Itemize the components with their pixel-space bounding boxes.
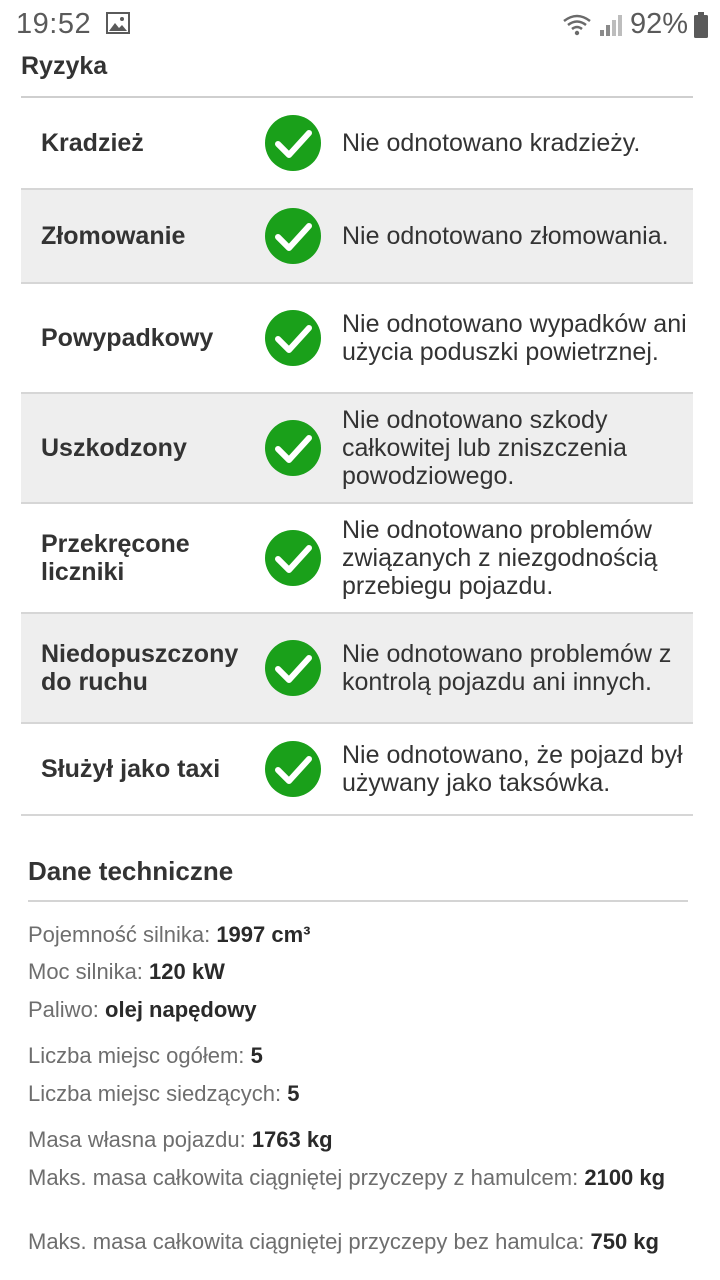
risk-label: Powypadkowy: [41, 324, 214, 352]
tech-label: Liczba miejsc ogółem:: [28, 1043, 245, 1068]
tech-item-seats-total: [28, 1042, 693, 1069]
risk-label: Uszkodzony: [41, 434, 187, 462]
risk-description: Nie odnotowano, że pojazd był używany jako taksówka.: [342, 741, 683, 797]
tech-value: 2100 kg: [584, 1165, 666, 1190]
tech-value: 120 kW: [149, 959, 225, 984]
tech-value: 5: [287, 1081, 300, 1106]
tech-value: 1763 kg: [251, 1127, 333, 1152]
risk-row-scrapping: [21, 190, 693, 284]
risk-label: Służył jako taxi: [41, 755, 221, 783]
risk-row-accident: [21, 284, 693, 394]
tech-title: Dane techniczne: [28, 856, 234, 886]
risk-description: Nie odnotowano szkody całkowitej lub zniszczenia powodziowego.: [342, 406, 627, 490]
risk-label: Przekręcone liczniki: [41, 530, 190, 586]
risk-description: Nie odnotowano problemów związanych z niezgodnością przebiegu pojazdu.: [342, 516, 658, 600]
check-icon: [264, 114, 342, 172]
risks-table: [21, 96, 693, 816]
tech-label: Maks. masa całkowita ciągniętej przyczepy bez hamulca:: [28, 1229, 585, 1254]
risk-label: Kradzież: [41, 129, 144, 157]
tech-label: Moc silnika:: [28, 959, 143, 984]
gallery-icon: [106, 12, 130, 34]
battery-icon: [694, 12, 708, 38]
risk-row-odometer: [21, 504, 693, 614]
risk-row-damaged: [21, 394, 693, 504]
check-icon: [264, 207, 342, 265]
risk-description: Nie odnotowano problemów z kontrolą pojazdu ani innych.: [342, 640, 672, 696]
tech-item-curb-weight: [28, 1126, 693, 1153]
check-icon: [264, 639, 342, 697]
divider: [28, 900, 688, 902]
risk-row-taxi: [21, 724, 693, 816]
status-bar: [0, 0, 720, 48]
check-icon: [264, 740, 342, 798]
check-icon: [264, 529, 342, 587]
risk-label: Złomowanie: [41, 222, 186, 250]
tech-item-trailer-braked: [28, 1164, 693, 1191]
risk-label: Niedopuszczony do ruchu: [41, 640, 239, 696]
tech-value: olej napędowy: [105, 997, 257, 1022]
tech-item-fuel: [28, 996, 693, 1023]
tech-label: Pojemność silnika:: [28, 922, 211, 947]
tech-label: Maks. masa całkowita ciągniętej przyczepy z hamulcem:: [28, 1165, 579, 1190]
tech-value: 1997 cm³: [216, 922, 311, 947]
wifi-icon: [562, 13, 592, 37]
check-icon: [264, 309, 342, 367]
tech-label: Masa własna pojazdu:: [28, 1127, 246, 1152]
risks-title: Ryzyka: [21, 52, 108, 80]
risk-description: Nie odnotowano wypadków ani użycia poduszki powietrznej.: [342, 310, 687, 366]
tech-item-engine-capacity: [28, 921, 693, 948]
tech-item-seats-sitting: [28, 1080, 693, 1107]
tech-value: 5: [250, 1043, 263, 1068]
risk-row-theft: [21, 98, 693, 190]
tech-item-trailer-unbraked: [28, 1228, 693, 1255]
signal-icon: [598, 13, 624, 37]
status-time: 19:52: [16, 8, 92, 40]
risk-description: Nie odnotowano złomowania.: [342, 222, 669, 250]
risk-description: Nie odnotowano kradzieży.: [342, 129, 641, 157]
status-indicators: [562, 8, 708, 41]
check-icon: [264, 419, 342, 477]
tech-label: Paliwo:: [28, 997, 99, 1022]
battery-percent: 92%: [629, 8, 688, 40]
tech-value: 750 kg: [590, 1229, 659, 1254]
tech-label: Liczba miejsc siedzących:: [28, 1081, 282, 1106]
tech-item-engine-power: [28, 958, 693, 985]
risk-row-roadworthy: [21, 614, 693, 724]
